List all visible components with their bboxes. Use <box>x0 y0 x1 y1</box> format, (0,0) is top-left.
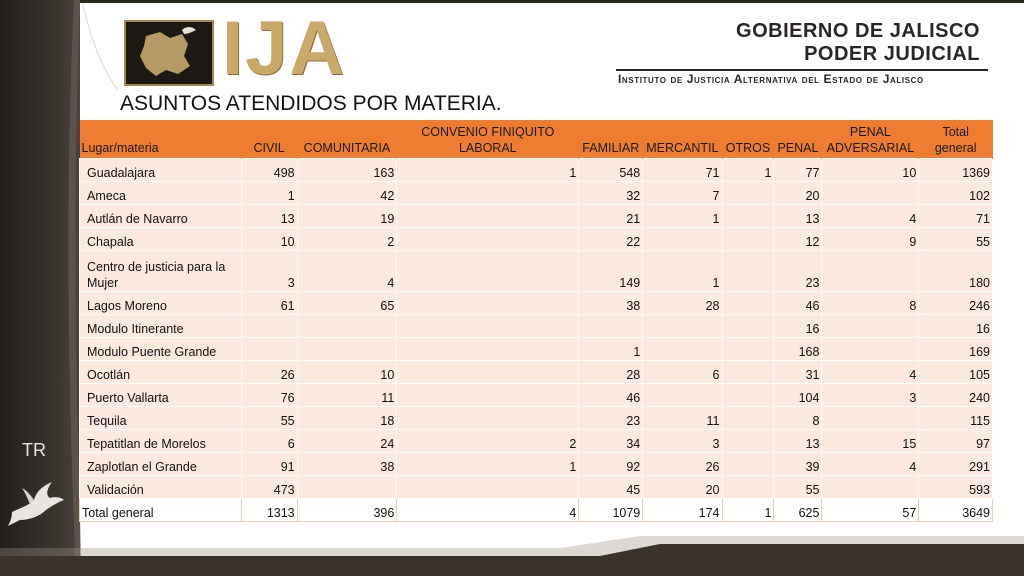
table-row <box>80 205 993 228</box>
cell-total: 593 <box>919 476 993 499</box>
table-row <box>80 228 993 251</box>
cell-otros <box>722 384 774 407</box>
table-row <box>80 159 993 182</box>
cell-penal-adversarial <box>822 476 919 499</box>
cell-place: Ameca <box>80 182 242 205</box>
cell-comunitaria: 24 <box>297 430 397 453</box>
cell-mercantil: 1 <box>643 251 722 292</box>
cell-familiar: 548 <box>579 159 643 182</box>
cell-convenio <box>397 251 579 292</box>
cell-familiar: 32 <box>579 182 643 205</box>
cell-civil: 55 <box>241 407 297 430</box>
cell-convenio <box>397 384 579 407</box>
cell-convenio: 1 <box>397 159 579 182</box>
table-row <box>80 361 993 384</box>
cell-penal-adversarial <box>822 315 919 338</box>
cell-penal-adversarial: 4 <box>822 453 919 476</box>
cell-civil: 13 <box>241 205 297 228</box>
cell-comunitaria: 163 <box>297 159 397 182</box>
cell-civil <box>241 315 297 338</box>
cell-convenio <box>397 407 579 430</box>
cell-familiar: 38 <box>579 292 643 315</box>
header-penal-adversarial: PENAL ADVERSARIAL <box>822 120 919 159</box>
total-otros: 1 <box>722 499 774 522</box>
total-penal-adversarial: 57 <box>822 499 919 522</box>
cell-total: 16 <box>919 315 993 338</box>
cell-convenio <box>397 182 579 205</box>
cell-place: Modulo Itinerante <box>80 315 242 338</box>
cell-convenio <box>397 292 579 315</box>
cell-civil <box>241 338 297 361</box>
cell-convenio <box>397 205 579 228</box>
cell-place: Guadalajara <box>80 159 242 182</box>
cell-total: 240 <box>919 384 993 407</box>
cell-penal: 13 <box>774 205 822 228</box>
cell-comunitaria: 10 <box>297 361 397 384</box>
cell-otros <box>722 430 774 453</box>
cell-comunitaria <box>297 315 397 338</box>
cell-penal: 31 <box>774 361 822 384</box>
total-familiar: 1079 <box>579 499 643 522</box>
cell-comunitaria <box>297 338 397 361</box>
cell-mercantil: 1 <box>643 205 722 228</box>
cell-place: Zaplotlan el Grande <box>80 453 242 476</box>
header-familiar: FAMILIAR <box>579 120 643 159</box>
cell-mercantil: 28 <box>643 292 722 315</box>
cell-total: 97 <box>919 430 993 453</box>
header-divider <box>616 69 988 71</box>
page-title: ASUNTOS ATENDIDOS POR MATERIA. <box>120 92 502 115</box>
cell-familiar: 21 <box>579 205 643 228</box>
table-row <box>80 453 993 476</box>
table-row <box>80 384 993 407</box>
cell-civil: 26 <box>241 361 297 384</box>
subjects-table <box>79 120 993 522</box>
cell-otros <box>722 251 774 292</box>
cell-mercantil <box>643 384 722 407</box>
institute-name: Instituto de Justicia Alternativa del Estado de Jalisco <box>618 72 924 86</box>
cell-penal: 55 <box>774 476 822 499</box>
cell-mercantil <box>643 315 722 338</box>
cell-penal: 39 <box>774 453 822 476</box>
cell-familiar: 23 <box>579 407 643 430</box>
cell-penal-adversarial: 10 <box>822 159 919 182</box>
cell-total: 246 <box>919 292 993 315</box>
cell-convenio <box>397 361 579 384</box>
gov-subtitle: PODER JUDICIAL <box>804 43 980 65</box>
cell-familiar: 92 <box>579 453 643 476</box>
cell-mercantil: 6 <box>643 361 722 384</box>
total-place: Total general <box>80 499 242 522</box>
total-mercantil: 174 <box>643 499 722 522</box>
cell-place: Validación <box>80 476 242 499</box>
cell-penal-adversarial <box>822 338 919 361</box>
cell-place: Puerto Vallarta <box>80 384 242 407</box>
cell-place: Modulo Puente Grande <box>80 338 242 361</box>
cell-comunitaria: 11 <box>297 384 397 407</box>
cell-penal: 104 <box>774 384 822 407</box>
cell-convenio: 1 <box>397 453 579 476</box>
cell-comunitaria <box>297 476 397 499</box>
cell-mercantil: 11 <box>643 407 722 430</box>
total-civil: 1313 <box>241 499 297 522</box>
cell-familiar: 46 <box>579 384 643 407</box>
cell-familiar <box>579 315 643 338</box>
cell-place: Lagos Moreno <box>80 292 242 315</box>
header-penal: PENAL <box>774 120 822 159</box>
total-comunitaria: 396 <box>297 499 397 522</box>
cell-mercantil <box>643 228 722 251</box>
cell-comunitaria: 4 <box>297 251 397 292</box>
cell-penal: 23 <box>774 251 822 292</box>
cell-penal: 12 <box>774 228 822 251</box>
cell-otros <box>722 182 774 205</box>
cell-total: 115 <box>919 407 993 430</box>
cell-penal: 168 <box>774 338 822 361</box>
cell-otros <box>722 453 774 476</box>
table-row <box>80 315 993 338</box>
total-total: 3649 <box>919 499 993 522</box>
cell-familiar: 149 <box>579 251 643 292</box>
cell-convenio <box>397 228 579 251</box>
cell-otros: 1 <box>722 159 774 182</box>
cell-familiar: 22 <box>579 228 643 251</box>
cell-total: 55 <box>919 228 993 251</box>
table-row <box>80 430 993 453</box>
cell-penal: 13 <box>774 430 822 453</box>
cell-otros <box>722 338 774 361</box>
cell-total: 1369 <box>919 159 993 182</box>
cell-penal-adversarial <box>822 407 919 430</box>
bottom-decoration <box>0 536 1024 576</box>
cell-penal: 77 <box>774 159 822 182</box>
cell-comunitaria: 42 <box>297 182 397 205</box>
header-comunitaria: COMUNITARIA <box>297 120 397 159</box>
cell-place: Ocotlán <box>80 361 242 384</box>
cell-penal: 16 <box>774 315 822 338</box>
table-header-row <box>80 120 993 159</box>
cell-civil: 6 <box>241 430 297 453</box>
cell-comunitaria: 65 <box>297 292 397 315</box>
cell-familiar: 34 <box>579 430 643 453</box>
header-convenio: CONVENIO FINIQUITO LABORAL <box>397 120 579 159</box>
ija-logo: IJA <box>222 6 347 91</box>
cell-comunitaria: 19 <box>297 205 397 228</box>
cell-civil: 61 <box>241 292 297 315</box>
cell-comunitaria: 2 <box>297 228 397 251</box>
table-row <box>80 338 993 361</box>
cell-penal-adversarial: 4 <box>822 361 919 384</box>
map-icon <box>126 22 212 84</box>
dove-icon <box>6 478 66 528</box>
cell-total: 71 <box>919 205 993 228</box>
cell-familiar: 45 <box>579 476 643 499</box>
header-mercantil: MERCANTIL <box>643 120 722 159</box>
cell-civil: 91 <box>241 453 297 476</box>
cell-penal: 8 <box>774 407 822 430</box>
cell-otros <box>722 292 774 315</box>
top-border <box>80 0 1024 3</box>
cell-otros <box>722 315 774 338</box>
cell-penal-adversarial: 9 <box>822 228 919 251</box>
cell-penal-adversarial: 8 <box>822 292 919 315</box>
cell-mercantil: 71 <box>643 159 722 182</box>
cell-total: 180 <box>919 251 993 292</box>
cell-familiar: 28 <box>579 361 643 384</box>
table-row <box>80 292 993 315</box>
cell-civil: 473 <box>241 476 297 499</box>
cell-place: Tequila <box>80 407 242 430</box>
cell-otros <box>722 407 774 430</box>
cell-place: Centro de justicia para la Mujer <box>80 251 242 292</box>
cell-comunitaria: 18 <box>297 407 397 430</box>
total-penal: 625 <box>774 499 822 522</box>
total-row <box>80 499 993 522</box>
table-row <box>80 476 993 499</box>
cell-place: Tepatitlan de Morelos <box>80 430 242 453</box>
header-place: Lugar/materia <box>80 120 242 159</box>
cell-otros <box>722 205 774 228</box>
cell-place: Autlán de Navarro <box>80 205 242 228</box>
cell-mercantil: 26 <box>643 453 722 476</box>
cell-mercantil: 3 <box>643 430 722 453</box>
cell-familiar: 1 <box>579 338 643 361</box>
cell-total: 105 <box>919 361 993 384</box>
table-row <box>80 251 993 292</box>
header-otros: OTROS <box>722 120 774 159</box>
total-convenio: 4 <box>397 499 579 522</box>
cell-mercantil: 20 <box>643 476 722 499</box>
cell-civil: 10 <box>241 228 297 251</box>
cell-penal: 20 <box>774 182 822 205</box>
cell-comunitaria: 38 <box>297 453 397 476</box>
cell-convenio <box>397 315 579 338</box>
sidebar-label: TR <box>22 440 46 460</box>
cell-otros <box>722 361 774 384</box>
cell-convenio <box>397 476 579 499</box>
cell-total: 169 <box>919 338 993 361</box>
cell-otros <box>722 228 774 251</box>
cell-total: 102 <box>919 182 993 205</box>
cell-civil: 3 <box>241 251 297 292</box>
table-row <box>80 182 993 205</box>
cell-convenio <box>397 338 579 361</box>
cell-penal-adversarial: 15 <box>822 430 919 453</box>
cell-penal-adversarial <box>822 251 919 292</box>
cell-penal-adversarial: 4 <box>822 205 919 228</box>
cell-place: Chapala <box>80 228 242 251</box>
cell-penal-adversarial: 3 <box>822 384 919 407</box>
cell-civil: 498 <box>241 159 297 182</box>
cell-mercantil <box>643 338 722 361</box>
header-civil: CIVIL <box>241 120 297 159</box>
cell-civil: 76 <box>241 384 297 407</box>
cell-otros <box>722 476 774 499</box>
cell-convenio: 2 <box>397 430 579 453</box>
gov-title: GOBIERNO DE JALISCO <box>736 20 980 42</box>
cell-total: 291 <box>919 453 993 476</box>
cell-penal: 46 <box>774 292 822 315</box>
jalisco-map-logo <box>124 20 214 86</box>
cell-civil: 1 <box>241 182 297 205</box>
cell-mercantil: 7 <box>643 182 722 205</box>
cell-penal-adversarial <box>822 182 919 205</box>
table-row <box>80 407 993 430</box>
header-total: Total general <box>919 120 993 159</box>
